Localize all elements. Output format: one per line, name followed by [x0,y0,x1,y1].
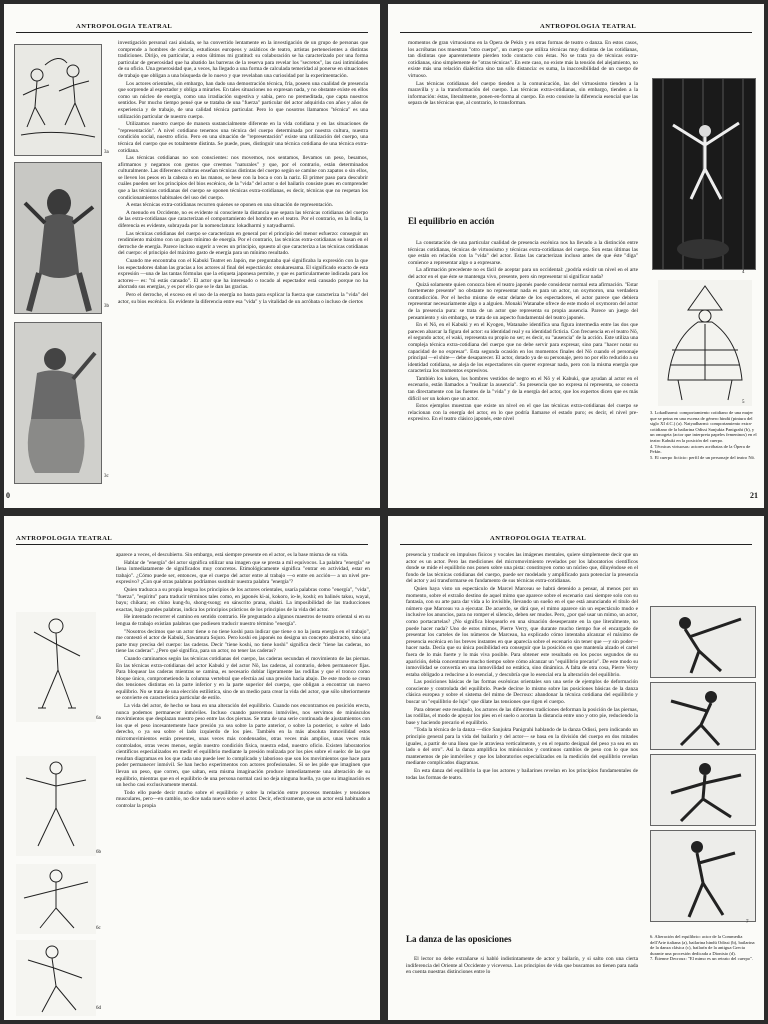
paragraph: Las técnicas cotidianas no son conscientes: nos movemos, nos sentamos, llevamos un peso, besamos, afirmamos y negamos con gestos que creemos "naturales" y que, por el contrario, están determinados culturalmente. Las diferentes culturas enseñan técnicas distintas del cuerpo según se camine con zapatos o sin ellos, se lleven los pesos en la cabeza o en las manos, se bese con la boca o con la nariz. El primer paso para descubrir cuáles pueden ser los principios del bios escénico, de la "vida" del actor o del bailarín consiste pues en comprender que a las técnicas cotidianas del cuerpo se oponen técnicas extra-cotidianas, es decir, técnicas que no respetan los condicionamientos habituales del uso del cuerpo. [118,155,368,201]
figure-label: 3b [104,304,109,309]
paragraph: En esta danza del equilibrio la que los actores y bailarines revelan en los principios fundamentales de todas las formas de teatro. [406,768,638,781]
figure-7b-photo [650,682,756,750]
running-head [400,18,752,33]
text-column [118,40,368,488]
paragraph: La afirmación precedente no es fácil de aceptar para un occidental: ¿podría existir un nivel en el arte del actor en el que éste se mantenga vivo, presente, pero sin representar ni significar nada? [408,267,638,280]
figure-7a-photo [650,606,756,678]
paragraph: presencia y traducir en impulsos físicos y vocales las imágenes mentales, quiere simplemente decir que un actor es un actor. Pero las mediciones del micromovimiento revelados por los laboratorios científicos donde se mide el equilibrio nos ponen sobre una pista: constituyen como un núcleo que, diluyéndose en el fondo de las técnicas cotidianas del cuerpo, puede ser modelado y amplificado para potenciar la presencia del actor y así transformarse en fundamento de sus técnicas extra-cotidianas. [406,552,638,585]
page-bottom-right [388,516,764,1020]
figure-6b-drawing [16,756,96,856]
page-bottom-left [4,516,380,1020]
figure-3b-photo [14,162,102,314]
page-top-right [388,4,764,508]
text-column-2 [406,956,638,1016]
paragraph: Utilizamos nuestro cuerpo de manera sustancialmente diferente en la vida cotidiana y en las situaciones de "representación". A nivel cotidiano tenemos una técnica del cuerpo determinada por nuestra cultura, nuestra condición social, nuestro oficio. Pero en una situación de "representación" existe una utilización del cuerpo, una técnica del cuerpo que es totalmente distinta. Se puede, pues, distinguir una técnica cotidiana de una técnica extra-cotidiana. [118,121,368,154]
paragraph: Todo ello puede decir mucho sobre el equilibrio y sobre la relación entre procesos mentales y tensiones musculares, pero—en cambio, no dice nada nuevo sobre el actor. Decir, efectivamente, que un actor está habituado a controlar la propia [116,789,370,809]
paragraph: La vida del actor, de hecho se basa en una alteración del equilibrio. Cuando nos encontramos en posición erecta, nunca podemos permanecer inmóviles. Incluso cuando parecemos inmóviles, nos servimos de minúsculos movimientos que desplazan nuestro peso entre las dos piernas. Se trata de una serie continuada de ajustamientos con los que el peso incesantemente hace presión ya sea sobre la parte anterior, o sobre la posterior, o sobre el lado derecho, o ya sea sobre el lado izquierdo de los pies. También en la más absoluta inmovilidad estos micromovimientos están presentes, unas veces más condensados, otras veces más amplios, unas veces más controlados, otras veces menos, según nuestro condición física, nuestra edad, nuestro oficio. Existen laboratorios científicos especializados en medir el equilibrio mediante la presión realizada por los pies sobre el suelo: de las que resultan diagramas en los que cada uno puede leer lo complicado y laborioso que son los movimientos que hace para poder permanecer inmóvil. Se han hecho experimentos con actores profesionales. Si se les pide que imaginen que llevan un peso, que corren, que saltan, esta misma imaginación produce inmediatamente una alteración de su equilibrio, mientras que en el equilibrio de una persona normal casi no deja ninguna huella, ya que su imaginación es un hecho casi exclusivamente mental. [116,703,370,789]
figure-label: 4 [742,270,745,275]
figure-6a-drawing [16,612,96,722]
paragraph: Cuando caminamos según las técnicas cotidianas del cuerpo, las caderas secundan el movimiento de las piernas. En las técnicas extra-cotidianas del actor Kabuki y del actor Nō, las caderas, al contrario, deben permanecer fijas. Para bloquear las caderas mientras se camina, es necesario doblar ligeramente las rodillas y que el tronco como bloque único, comprometiendo la columna vertebral que efectúa así una presión hacia abajo. De este modo se crean dos tensiones distintas en la parte inferior y en la parte superior del cuerpo, que obligan a encontrar un nuevo equilibrio. No se trata de una elección estilística, sino de un medio para crear la vida del actor, que sólo ulteriormente se convierte en característica particular de estilo. [116,655,370,702]
caption-3: 3. Lokadharmi: comportamiento cotidiano de una mujer que se peina en una escena de género hindú (pintura del siglo XI d.C.) (a). Natyadharmi: comportamiento extra-cotidiano de la bailarina Odissi Sanjukta Panigrahi (b), y un omogeta (actor que interpreta papeles femeninos) en el teatro Kabuki en la posición del cuerpo. [650,410,757,443]
running-head-text: ANTROPOLOGIA TEATRAL [76,23,173,30]
paragraph: aparece a veces, el descubierto. Sin embargo, está siempre presente en el actor, es la base misma de su vida. [116,552,349,558]
paragraph: "Nosotros decimos que un actor tiene o no tiene koshi para indicar que tiene o no la justa energía en el trabajo", me contestó el actor de Kabuki, Sawamura Sojuro. Pero koshi en japonés no designa un concepto abstracto, sino una parte muy precisa del cuerpo: las caderas. Decir "tiene koshi, no tiene koshi" significa decir "tiene las caderas, no tiene las caderas". ¿Pero qué significa, para un actor, no tener las caderas? [116,628,370,655]
page-number: 0 [6,491,10,500]
paragraph: En el Nō, en el Kabuki y en el Kyogen, Watanabe identifica una figura intermedia entre las dos que parecen abarcar la figura del actor: su identidad real y su identidad ficticia. Con frecuencia en el teatro Nō, el segundo actor, el waki, representa su propio no ser; es decir, su "ausencia" de la acción. Este utiliza una compleja técnica extra-cotidiana del cuerpo que no debe servir para expresar, sino para "hacer notar su capacidad de no expresar". Esta segunda ocasión en los momentos finales del Nō cuando el personaje principal —el shite— debe desaparecer. El actor, dotado ya de su personaje, pero no por ello reducido a su identidad cotidiana, se aleja de los espectadores sin querer expresar nada, pero con la misma energía que caracteriza los momentos expresivos. [408,322,638,375]
figure-label: 6d [96,1006,101,1011]
paragraph: El lector no debe extrañarse si habló indistintamente de actor y bailarín, y si salto con una cierta indiferencia del Oriente al Occidente y viceversa. Los principios de vida que buscamos no tienen para nada en cuenta nuestras distinciones entre lo [406,956,638,976]
paragraph: Estos ejemplos muestran que existe un nivel en el que las técnicas extra-cotidianas del cuerpo se relacionan con la energía del actor, en lo que podría llamarse el estado puro; es decir, el nivel pre-expresivo. En el teatro clásico japonés, este nivel [408,403,638,423]
running-head-text: ANTROPOLOGIA TEATRAL [16,535,113,542]
paragraph: Los actores orientales, sin embargo, han dado una demostración técnica, fría, poseen una cualidad de presencia que sorprende al espectador y obliga a mirarles. En tales situaciones no expresan nada, y no obstante existe en ellos como un núcleo de energía, como una irradiación sugestiva y sabia, pero no premeditada, que capta nuestros sentidos. Por mucho tiempo pensé que se trataba de una "fuerza" particular del actor adquirida con años y años de experiencia y de trabajo, de una calidad técnica particular. Pero lo que nosotros llamamos "técnica" es una utilización particular de nuestro cuerpo. [118,80,368,120]
page-number: 21 [750,491,758,500]
paragraph: También los koken, los hombres vestidos de negro en el Nō y el Kabuki, que ayudan al actor en el escenario, están llamados a "realizar la ausencia". Su presencia que no expresa ni representa, se conecta tan directamente con las fuentes de la "vida" y de la energía del actor, que los expertos dicen que es más difícil ser un koken que un actor. [408,375,638,402]
paragraph: Quien traduzca a su propia lengua los principios de los actores orientales, usaría palabras como "energía", "vida", "fuerza", "espíritu" para traducir términos tales como, en japonés ki-ai, kokoro, io-le, koshi; en balinés taksu, wayal, bayu; chikara; en chino kung-fu, shong-tsong; en sánscrito prana, shakti. La imposibilidad de las traducciones exactas, bajo grandes palabras, indica los principios prácticos de los principios de la vida del actor. [116,586,370,613]
figure-7d-photo [650,830,756,922]
paragraph: Las técnicas cotidianas del cuerpo se caracterizan en general por el principio del menor esfuerzo: conseguir un rendimiento máximo con un gasto mínimo de energía. Por el contrario, las técnicas extra-cotidianas se basan en el derroche de energía. Parece incluso sugerir a veces un principio, opuesto al que caracteriza a las técnicas cotidianas del cuerpo: el principio del máximo gasto de energía para un mínimo resultado. [118,230,368,257]
paragraph: Quizá solamente quien conozca bien el teatro japonés puede considerar normal esta afirmación. "Estar fuertemente presente" no obstante no representar nada es para un actor, un oxymoron, una verdadera contradicción. Por el hecho mismo de estar delante de los espectadores, el actor parece que debiera representar necesariamente algo o a alguien. Monaki Watanabe ofrece de este modo el oxymoron del actor de la presencia pura: se trata de un actor que representa su propia ausencia. Parece un juego del pensamiento y sin embargo, se trata de un aspecto fundamental del teatro japonés. [408,281,638,321]
figure-4-photo [652,78,756,270]
paragraph: Hablar de "energía" del actor significa utilizar una imagen que se presta a mil equívocos. La palabra "energía" se llena inmediatamente de significados muy concretos. Etimológicamente significa "entrar en actividad, estar en trabajo". ¿Cómo puede ser, entonces, que el cuerpo del actor entre al trabajo —o entre en acción— a un nivel pre-expresivo? ¿Con qué otras palabras podríamos sustituir nuestra palabra "energía"? [116,559,370,586]
text-column [408,240,638,492]
running-head-text: ANTROPOLOGIA TEATRAL [540,23,637,30]
paragraph: Pero el derroche, el exceso en el uso de la energía no basta para explicar la fuerza que caracteriza la "vida" del actor, su bios escénico. Es evidente la diferencia entre esa "vida" y la vitalidad de un acróbata o incluso de ciertos [118,291,368,305]
paragraph: Las técnicas cotidianas del cuerpo tienden a la comunicación, las del virtuosismo tienden a la maravilla y a la transformación del cuerpo. Las técnicas extra-cotidianas, sin embargo, tienden a la información: éstas, literalmente, ponen-en-forma al cuerpo. En esto consiste la diferencia esencial que las separa de las técnicas que, al contrario, lo transforman. [408,80,638,107]
paragraph: La constatación de una particular cualidad de presencia escénica nos ha llevado a la distinción entre técnicas cotidianas, técnicas de virtuosismo y técnicas extra-cotidianas del cuerpo. Son estas últimas las que están en relación con la "vida" del actor. Estas las caracterizan incluso antes de que éste "diga" comience a representar algo o a expresarse. [408,240,638,266]
caption-6: 6. Alteración del equilibrio: actor de la Commedia dell'Arte italiana (a), bailarina hindú Odissi (b), bailarina de la danza clásica (c), bailarín de la antigua Grecia durante una procesión dedicada a Dionisio (d). [650,934,755,956]
paragraph: He intentado recorrer el camino en sentido contrario. He preguntado a algunos maestros de teatro oriental si en su lengua de trabajo existían palabras que pudiesen traducir nuestro término "energía". [116,614,370,627]
caption-5: 5. El cuerpo ficticio: perfil de un personaje del teatro Nō. [650,454,756,460]
figure-label: 5 [742,400,745,405]
text-column [116,552,370,1016]
figure-label: 3c [104,474,109,479]
figure-caption [650,410,758,460]
figure-label: 7 [746,920,749,925]
running-head-text: ANTROPOLOGIA TEATRAL [490,535,587,542]
figure-6c-drawing [16,864,96,934]
figure-label: 6c [96,926,101,931]
section-title: La danza de las oposiciones [406,934,512,944]
caption-4: 4. Técnicas virtuosas: actores acróbatas de la Ópera de Pekín. [650,443,751,455]
figure-label: 6a [96,716,101,721]
running-head [16,18,368,33]
paragraph: A estas técnicas extra-cotidianas recurren quienes se oponen en una situación de representación. [126,202,334,209]
text-column [406,552,638,924]
figure-caption [650,934,756,962]
paragraph: Cuando me encontraba con el Kabuki Teatret en Japón, me preguntaba qué significaba la expresión con la que los espectadores daban las gracias a los actores al final del espectáculo: otsukaresama. El significado exacto de esta expresión —una de las tantas fórmulas que la etiqueta japonesa permite, y que es particularmente indicada para los actores— es: "tú estás cansado". El actor que ha interesado o tocado al espectador está cansado porque no ha ahorrado sus energías, y es por ello que se le dan las gracias. [118,258,368,291]
figure-5-drawing [658,280,752,406]
figure-label: 3a [104,150,109,155]
paragraph: Quien haya visto un espectáculo de Marcel Marceau se habrá detenido a pensar, al menos por un momento, sobre el extraño destino de aquel mimo que aparece sobre el escenario casi siempre solo con su fantasía, con su arte para dar vida a lo invisible, llevando un sueño en el que está anunciando el título del número que Marceau va a ejecutar. De acuerdo, se dirá que, el mimo aparece sin un espectáculo mudo e inclusive los anuncios, para no romper el silencio, deben ser mudos. Pero, ¿por qué usar un mimo, un actor, como portacartelas? ¿No significa bloquearlo en una situación desesperante en la que literalmente, no puede hacer nada? Uno de estos mimos, Pierre Verry, que durante mucho tiempo fue el encargado de presentar los carteles de los números de Marceau, ha explicado cómo intentaba alcanzar el máximo de presencia escénica en los breves instantes en que aparecía sobre el escenario sin tener que —y sin poder— hacer nada. Decía que su única posibilidad era conseguir que la posición en que mantenía alzado el cartel fuera de lo más fuerte y lo más viva posible. Para obtener este resultado en los pocos segundos de su aparición, debía concentrarse mucho tiempo sobre cómo alcanzar un "equilibrio precario". De este modo su inmovilidad se convertía en una inmovilidad no estática, sino dinámica. A falta de otra cosa, Pierre Verry estaba obligado a reducirse a lo esencial, y descubría que lo esencial era la alteración del equilibrio. [406,585,638,678]
paragraph: momentos de gran virtuosismo en la Ópera de Pekín y en otras formas de teatro o danza. En estos casos, los acróbatas nos muestran "otro cuerpo", un cuerpo que utiliza técnicas muy distintas de las cotidianas, tan distintas que aparentemente pierden todo contacto con éstas. No se trata ya de técnicas extra-cotidianas, sino simplemente de "otras técnicas". En este caso, no existe más la tensión del alejamiento, no existe más una relación dialéctica sino tan sólo distancia: es suma, la inaccesibilidad de un cuerpo de virtuoso. [408,40,638,79]
paragraph: Las posiciones básicas de las formas escénicas orientales son una serie de ejemplos de deformación consciente y controlada del equilibrio. Puede decirse lo mismo sobre las posiciones básicas de la danza clásica europea y sobre el sistema del mimo de Decroux: abandonar la técnica cotidiana del equilibrio y buscar un "equilibrio de lujo" que dilate las tensiones que rigen el cuerpo. [406,679,638,706]
figure-6d-drawing [16,940,96,1016]
running-head [16,530,368,545]
text-column-intro [408,40,638,160]
figure-7c-photo [650,754,756,826]
figure-label: 6b [96,850,101,855]
running-head [400,530,752,545]
paragraph: A menudo en Occidente, no es evidente ni consciente la distancia que separa las técnicas cotidianas del cuerpo de las extra-cotidianas que caracterizan el comportamiento del hombre en el teatro. Por el contrario, en la India, la diferencia es evidente, subrayada por la nomenclatura: lokadharmi y natyadharmi. [118,209,368,230]
paragraph: "Toda la técnica de la danza —dice Sanjukta Panigrahi hablando de la danza Odissi, pero indicando un principio general para la vida del bailarín y del actor— se basa en la división del cuerpo en dos mitades iguales, a partir de una línea que le atraviesa verticalmente, y en el reparto desigual del peso ya sea en un lado o del otro". Así la danza amplifica los minúsculos y continuos cambios de peso con lo que nos mantenemos de pie inmóviles y que los laboratorios especializados en la medición del equilibrio revelan mediante complicados diagramas. [406,727,638,767]
section-title: El equilibrio en acción [408,216,495,226]
figure-3a-illustration [14,44,102,156]
caption-7: 7. Étienne Decroux: "El mimo es un retrato del cuerpo". [650,956,754,962]
paragraph: investigación personal casi aislada, se ha convertido lentamente en la investigación de un grupo de personas que comprende a hombres de ciencia, estudiosos europeos y asiáticos de teatro, artistas pertenecientes a distintas tradiciones. Dirijo, en particular, a estos últimos mi gratitud: su colaboración se ha caracterizado por una forma particular de generosidad que ha abatido las barreras de la reserva para revelar los "secretos", las casi intimidades de su oficio. Una generosidad que, a veces, ha llegado a una forma de calculada temeridad al ponerse en situaciones de trabajo que obligan a una búsqueda de lo nuevo y que revelaban una curiosidad por la experimentación. [118,40,368,79]
figure-3c-photo [14,322,102,484]
paragraph: Para obtener este resultado, los actores de las diferentes tradiciones deforman la posición de las piernas, las rodillas, el modo de apoyar los pies en el suelo o acortan la distancia entre uno y otro pie, reduciendo la base y haciendo precario el equilibrio. [406,706,638,726]
page-top-left [4,4,380,508]
